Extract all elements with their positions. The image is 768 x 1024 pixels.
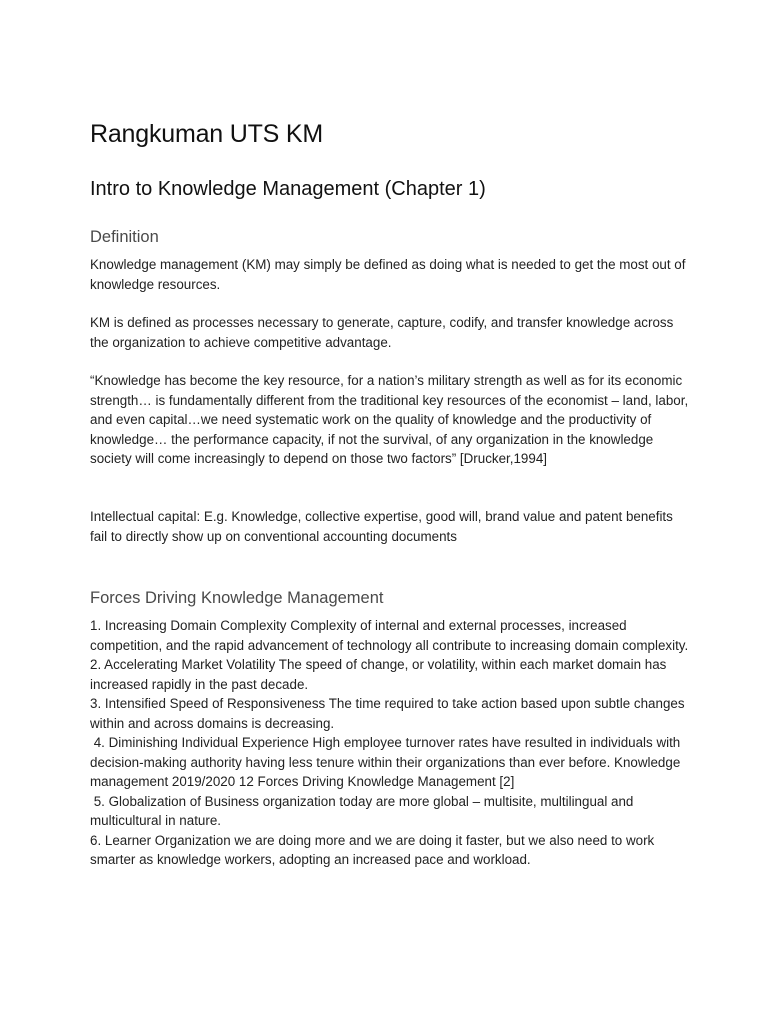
- intellectual-capital-paragraph: Intellectual capital: E.g. Knowledge, collective expertise, good will, brand value and patent benefits fail to directly show up on conventional accounting documents: [90, 509, 673, 544]
- drucker-quote-paragraph: “Knowledge has become the key resource, for a nation’s military strength as well as for its economic strength… is fundamentally different from the traditional key resources of the economist – land, labor, and even capital…we need systematic work on the quality of knowledge and the productivity of knowledge… the performance capacity, if not the survival, of any organization in the knowledge society will come increasingly to depend on those two factors” [Drucker,1994]: [90, 373, 689, 466]
- list-item: 3. Intensified Speed of Responsiveness The time required to take action based upon subtle changes within and across domains is decreasing.: [90, 696, 689, 731]
- list-item: 1. Increasing Domain Complexity Complexity of internal and external processes, increased competition, and the rapid advancement of technology all contribute to increasing domain complexity.: [90, 618, 689, 653]
- definition-paragraph: KM is defined as processes necessary to generate, capture, codify, and transfer knowledge across the organization to achieve competitive advantage.: [90, 315, 674, 350]
- forces-heading: Forces Driving Knowledge Management: [90, 589, 384, 607]
- list-item: 5. Globalization of Business organization today are more global – multisite, multilingual and multicultural in nature.: [90, 793, 638, 828]
- list-item: 4. Diminishing Individual Experience High employee turnover rates have resulted in individuals with decision-making authority having less tenure within their organizations than ever before. Knowledge management 2019/2020 12 Forces Driving Knowledge Management [2]: [90, 735, 685, 789]
- definition-paragraph: Knowledge management (KM) may simply be defined as doing what is needed to get the most out of knowledge resources.: [90, 257, 686, 292]
- list-item: 2. Accelerating Market Volatility The speed of change, or volatility, within each market domain has increased rapidly in the past decade.: [90, 657, 671, 692]
- forces-list: [90, 616, 690, 870]
- document-title: Rangkuman UTS KM: [90, 120, 323, 148]
- definition-heading: Definition: [90, 228, 159, 246]
- chapter-heading: Intro to Knowledge Management (Chapter 1): [90, 178, 486, 200]
- list-item: 6. Learner Organization we are doing more and we are doing it faster, but we also need to work smarter as knowledge workers, adopting an increased pace and workload.: [90, 832, 658, 867]
